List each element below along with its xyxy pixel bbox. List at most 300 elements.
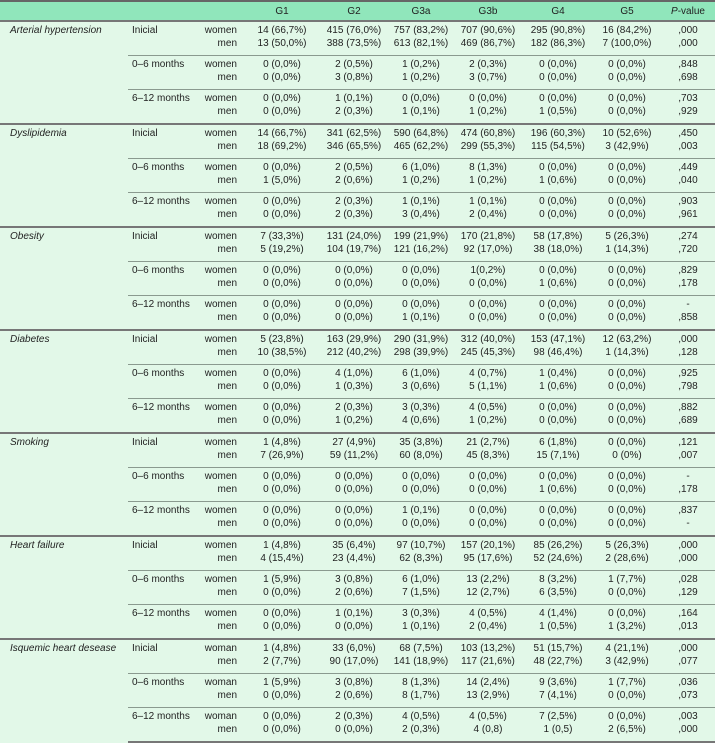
value-cell <box>245 227 319 262</box>
p-value: ,178 <box>678 483 698 495</box>
value: 0 (0,0%) <box>469 483 507 495</box>
period-text: 0–6 months <box>132 265 185 276</box>
value: 245 (45,3%) <box>460 346 516 358</box>
value: 757 (83,2%) <box>393 25 449 36</box>
period-text: Inicial <box>132 643 158 654</box>
value-cell <box>245 536 319 571</box>
value-cell <box>453 90 523 125</box>
value: 103 (13,2%) <box>460 643 516 654</box>
value: 0 (0,0%) <box>539 471 577 482</box>
p-value-cell <box>661 262 715 296</box>
sex-cell <box>200 399 245 434</box>
value: 2 (0,3%) <box>335 208 373 220</box>
value: 2 (0,4%) <box>469 208 507 220</box>
p-value: ,449 <box>678 162 698 173</box>
p-value-cell <box>661 502 715 537</box>
value-cell <box>245 639 319 674</box>
sex-label: women <box>204 334 237 345</box>
value: 474 (60,8%) <box>460 128 516 139</box>
period-label <box>128 639 200 674</box>
value: 59 (11,2%) <box>329 449 379 461</box>
p-value-cell <box>661 21 715 56</box>
p-value: ,720 <box>678 243 698 255</box>
value: 4 (0,7%) <box>469 368 507 379</box>
value: 153 (47,1%) <box>530 334 586 345</box>
value: 1 (0,6%) <box>539 483 577 495</box>
value-cell <box>245 674 319 708</box>
value: 0 (0,0%) <box>263 277 301 289</box>
value: 1 (0,5) <box>543 723 573 735</box>
period-label <box>128 330 200 365</box>
table-body <box>0 21 715 742</box>
value: 182 (86,3%) <box>530 37 586 49</box>
value: 0 (0,0%) <box>608 277 646 289</box>
value-cell <box>453 21 523 56</box>
value: 1 (0,2%) <box>402 174 440 186</box>
period-text: 0–6 months <box>132 162 185 173</box>
value: 48 (22,7%) <box>533 655 583 667</box>
value-cell <box>319 21 389 56</box>
p-value: ,798 <box>678 380 698 392</box>
value-cell <box>453 56 523 90</box>
sex-label: women <box>204 265 237 276</box>
value: 3 (0,8%) <box>335 574 373 585</box>
p-value: ,036 <box>678 677 698 688</box>
value: 1 (0,2%) <box>402 71 440 83</box>
value-cell <box>523 262 593 296</box>
p-value: ,000 <box>678 25 698 36</box>
value: 4 (0,5%) <box>469 402 507 413</box>
value: 1 (3,2%) <box>608 620 646 632</box>
value-cell <box>453 330 523 365</box>
value: 1 (14,3%) <box>605 346 649 358</box>
value: 3 (0,3%) <box>402 608 440 619</box>
p-value-cell <box>661 193 715 228</box>
sex-label: men <box>217 655 237 667</box>
p-value-cell <box>661 124 715 159</box>
value-cell <box>453 468 523 502</box>
value: 5 (26,3%) <box>605 540 649 551</box>
sex-cell <box>200 227 245 262</box>
value-cell <box>453 124 523 159</box>
value: 2 (0,5%) <box>335 59 373 70</box>
value: 1 (0,3%) <box>335 380 373 392</box>
value: 0 (0,0%) <box>539 402 577 413</box>
value: 0 (0,0%) <box>608 105 646 117</box>
value-cell <box>389 227 453 262</box>
value: 0 (0,0%) <box>335 723 373 735</box>
value: 62 (8,3%) <box>399 552 443 564</box>
value-cell <box>453 605 523 640</box>
value: 2 (0,3%) <box>335 105 373 117</box>
value-cell <box>245 502 319 537</box>
value-cell <box>245 21 319 56</box>
value-cell <box>523 639 593 674</box>
value: 0 (0,0%) <box>263 71 301 83</box>
value: 0 (0,0%) <box>335 265 373 276</box>
period-label <box>128 124 200 159</box>
value: 117 (21,6%) <box>461 655 515 667</box>
period-text: 0–6 months <box>132 59 185 70</box>
sex-label: men <box>217 517 237 529</box>
sex-label: men <box>217 346 237 358</box>
p-value: ,129 <box>678 586 698 598</box>
value: 0 (0,0%) <box>402 265 440 276</box>
value-cell <box>245 56 319 90</box>
p-value: ,961 <box>678 208 698 220</box>
value: 16 (84,2%) <box>602 25 652 36</box>
value: 0 (0,0%) <box>608 59 646 70</box>
value-cell <box>245 399 319 434</box>
value: 7 (100,0%) <box>602 37 652 49</box>
value: 68 (7,5%) <box>399 643 443 654</box>
value: 0 (0,0%) <box>335 517 373 529</box>
value: 23 (4,4%) <box>332 552 376 564</box>
value-cell <box>389 296 453 331</box>
p-value-cell <box>661 536 715 571</box>
value: 0 (0,0%) <box>263 299 301 310</box>
value: 0 (0,0%) <box>263 586 301 598</box>
value-cell <box>319 502 389 537</box>
value: 613 (82,1%) <box>393 37 449 49</box>
value-cell <box>319 193 389 228</box>
value-cell <box>523 536 593 571</box>
value: 12 (63,2%) <box>602 334 652 345</box>
period-label <box>128 296 200 331</box>
value: 707 (90,6%) <box>460 25 516 36</box>
header-p-value <box>661 1 715 21</box>
value: 6 (3,5%) <box>539 586 577 598</box>
value: 0 (0,0%) <box>608 414 646 426</box>
p-value-cell <box>661 674 715 708</box>
value: 0 (0,0%) <box>402 517 440 529</box>
sex-cell <box>200 90 245 125</box>
value-cell <box>319 674 389 708</box>
period-text: 0–6 months <box>132 677 185 688</box>
value: 465 (62,2%) <box>393 140 449 152</box>
value: 38 (18,0%) <box>533 243 583 255</box>
p-value-cell <box>661 159 715 193</box>
value-cell <box>523 502 593 537</box>
value: 92 (17,0%) <box>463 243 513 255</box>
value: 5 (23,8%) <box>260 334 304 345</box>
p-value-cell <box>661 399 715 434</box>
value: 0 (0,0%) <box>402 299 440 310</box>
value: 0 (0,0%) <box>335 311 373 323</box>
value-cell <box>319 708 389 743</box>
value: 4 (1,4%) <box>539 608 577 619</box>
value-cell <box>389 536 453 571</box>
header-g5: G5 <box>620 5 634 17</box>
sex-label: woman <box>204 643 237 654</box>
value: 0 (0,0%) <box>402 483 440 495</box>
sex-cell <box>200 262 245 296</box>
value-cell <box>523 433 593 468</box>
period-label <box>128 193 200 228</box>
value: 0 (0,0%) <box>608 402 646 413</box>
value-cell <box>389 56 453 90</box>
sex-label: men <box>217 208 237 220</box>
period-text: 6–12 months <box>132 93 190 104</box>
value: 1 (4,8%) <box>263 437 301 448</box>
period-label <box>128 605 200 640</box>
p-value: ,028 <box>678 574 698 585</box>
value: 4 (1,0%) <box>335 368 373 379</box>
p-value: ,128 <box>678 346 698 358</box>
value: 0 (0,0%) <box>608 437 646 448</box>
value-cell <box>593 605 661 640</box>
value: 157 (20,1%) <box>460 540 516 551</box>
value-cell <box>389 399 453 434</box>
p-value: ,000 <box>678 37 698 49</box>
value: 2 (0,3%) <box>335 711 373 722</box>
p-value: ,903 <box>678 196 698 207</box>
value: 341 (62,5%) <box>326 128 382 139</box>
value-cell <box>453 193 523 228</box>
value: 2 (0,6%) <box>335 586 373 598</box>
period-text: 6–12 months <box>132 711 190 722</box>
p-value: ,274 <box>678 231 698 242</box>
value-cell <box>523 330 593 365</box>
sex-label: men <box>217 311 237 323</box>
period-text: 6–12 months <box>132 505 190 516</box>
value-cell <box>389 605 453 640</box>
value-cell <box>389 639 453 674</box>
period-label <box>128 433 200 468</box>
sex-label: women <box>204 128 237 139</box>
value-cell <box>453 262 523 296</box>
value: 8 (1,3%) <box>469 162 507 173</box>
value-cell <box>389 124 453 159</box>
value-cell <box>319 90 389 125</box>
value-cell <box>523 605 593 640</box>
sex-label: women <box>204 540 237 551</box>
value: 0 (0,0%) <box>608 208 646 220</box>
value: 52 (24,6%) <box>533 552 583 564</box>
value-cell <box>453 399 523 434</box>
value: 1 (0,2%) <box>335 414 373 426</box>
sex-label: men <box>217 723 237 735</box>
value: 0 (0,0%) <box>608 505 646 516</box>
period-text: 0–6 months <box>132 574 185 585</box>
sex-label: women <box>204 299 237 310</box>
value: 298 (39,9%) <box>393 346 449 358</box>
value: 4 (0,5%) <box>469 711 507 722</box>
value: 104 (19,7%) <box>326 243 382 255</box>
sex-cell <box>200 159 245 193</box>
value-cell <box>389 159 453 193</box>
value-cell <box>453 227 523 262</box>
value: 21 (2,7%) <box>466 437 510 448</box>
table-row <box>0 124 715 159</box>
value: 0 (0,0%) <box>608 689 646 701</box>
p-value: ,040 <box>678 174 698 186</box>
value-cell <box>593 674 661 708</box>
p-value: ,003 <box>678 711 698 722</box>
value: 18 (69,2%) <box>257 140 307 152</box>
sex-cell <box>200 365 245 399</box>
value: 1 (0,1%) <box>335 608 373 619</box>
value: 51 (15,7%) <box>533 643 583 654</box>
p-value: ,882 <box>678 402 698 413</box>
value: 35 (3,8%) <box>399 437 443 448</box>
p-value: ,077 <box>678 655 698 667</box>
value-cell <box>523 365 593 399</box>
value: 0 (0,0%) <box>263 265 301 276</box>
value-cell <box>245 296 319 331</box>
value: 170 (21,8%) <box>460 231 516 242</box>
value-cell <box>453 674 523 708</box>
p-value: ,829 <box>678 265 698 276</box>
value-cell <box>389 433 453 468</box>
value: 13 (50,0%) <box>257 37 307 49</box>
value: 0 (0,0%) <box>263 208 301 220</box>
value: 0 (0,0%) <box>263 505 301 516</box>
value-cell <box>523 674 593 708</box>
value: 9 (3,6%) <box>539 677 577 688</box>
value: 0 (0,0%) <box>469 299 507 310</box>
value-cell <box>389 193 453 228</box>
value: 45 (8,3%) <box>466 449 510 461</box>
value: 1 (0,2%) <box>402 59 440 70</box>
value-cell <box>245 262 319 296</box>
value: 95 (17,6%) <box>463 552 513 564</box>
value: 0 (0,0%) <box>263 620 301 632</box>
sex-cell <box>200 708 245 743</box>
p-value-cell <box>661 605 715 640</box>
value-cell <box>453 365 523 399</box>
value: 4 (15,4%) <box>260 552 304 564</box>
sex-cell <box>200 605 245 640</box>
value: 0 (0,0%) <box>539 517 577 529</box>
value-cell <box>389 468 453 502</box>
sex-label: women <box>204 368 237 379</box>
period-text: 6–12 months <box>132 402 190 413</box>
value: 0 (0,0%) <box>263 196 301 207</box>
value: 0 (0,0%) <box>539 299 577 310</box>
value: 141 (18,9%) <box>393 655 449 667</box>
sex-label: men <box>217 449 237 461</box>
p-value-cell <box>661 330 715 365</box>
value: 1 (0,1%) <box>402 311 440 323</box>
p-value: ,837 <box>678 505 698 516</box>
period-text: 0–6 months <box>132 368 185 379</box>
period-label <box>128 227 200 262</box>
value-cell <box>453 571 523 605</box>
value: 3 (0,3%) <box>402 402 440 413</box>
value-cell <box>245 605 319 640</box>
value: 60 (8,0%) <box>399 449 443 461</box>
sex-label: men <box>217 243 237 255</box>
value: 0 (0,0%) <box>608 93 646 104</box>
value: 7 (26,9%) <box>260 449 304 461</box>
value: 1 (0,4%) <box>539 368 577 379</box>
value-cell <box>593 399 661 434</box>
value-cell <box>319 330 389 365</box>
p-value: ,689 <box>678 414 698 426</box>
value: 0 (0,0%) <box>335 505 373 516</box>
value-cell <box>453 708 523 743</box>
sex-cell <box>200 433 245 468</box>
value-cell <box>389 90 453 125</box>
value-cell <box>593 502 661 537</box>
value-cell <box>453 639 523 674</box>
header-sex <box>200 1 245 21</box>
value: 2 (6,5%) <box>608 723 646 735</box>
value-cell <box>593 536 661 571</box>
value: 0 (0,0%) <box>539 196 577 207</box>
value-cell <box>389 262 453 296</box>
p-value: ,000 <box>678 334 698 345</box>
sex-cell <box>200 193 245 228</box>
value: 0 (0,0%) <box>263 711 301 722</box>
value-cell <box>319 262 389 296</box>
sex-cell <box>200 502 245 537</box>
value-cell <box>523 227 593 262</box>
sex-label: men <box>217 552 237 564</box>
value: 0 (0,0%) <box>539 71 577 83</box>
value: 10 (38,5%) <box>257 346 307 358</box>
disease-name: Heart failure <box>0 536 128 639</box>
value: 0 (0,0%) <box>263 402 301 413</box>
value: 0 (0,0%) <box>608 71 646 83</box>
value: 6 (1,8%) <box>539 437 577 448</box>
value: 388 (73,5%) <box>326 37 382 49</box>
value: 2 (28,6%) <box>605 552 649 564</box>
value: 2 (0,3%) <box>402 723 440 735</box>
value-cell <box>453 159 523 193</box>
value-cell <box>593 262 661 296</box>
value: 0 (0,0%) <box>608 380 646 392</box>
value: 1 (0,6%) <box>539 174 577 186</box>
value: 415 (76,0%) <box>326 25 382 36</box>
header-row <box>0 1 715 21</box>
value-cell <box>319 365 389 399</box>
value: 0 (0,0%) <box>608 471 646 482</box>
period-label <box>128 365 200 399</box>
value: 295 (90,8%) <box>530 25 586 36</box>
sex-label: men <box>217 414 237 426</box>
value-cell <box>319 399 389 434</box>
p-rest: -value <box>677 5 705 17</box>
value: 0 (0,0%) <box>539 505 577 516</box>
period-text: Inicial <box>132 25 158 36</box>
value: 0 (0,0%) <box>469 93 507 104</box>
value: 8 (1,3%) <box>402 677 440 688</box>
value: 6 (1,0%) <box>402 574 440 585</box>
sex-label: women <box>204 162 237 173</box>
period-text: Inicial <box>132 540 158 551</box>
value-cell <box>245 159 319 193</box>
sex-label: men <box>217 105 237 117</box>
value: 0 (0,0%) <box>263 723 301 735</box>
value-cell <box>245 193 319 228</box>
value: 0 (0,0%) <box>539 414 577 426</box>
header-period <box>128 1 200 21</box>
header-g1: G1 <box>275 5 289 17</box>
value: 1 (0,2%) <box>469 414 507 426</box>
value: 346 (65,5%) <box>326 140 382 152</box>
p-value-cell <box>661 639 715 674</box>
value: 1 (5,9%) <box>263 677 301 688</box>
value: 2 (0,3%) <box>469 59 507 70</box>
value: 1 (0,1%) <box>335 93 373 104</box>
sex-cell <box>200 21 245 56</box>
value: 0 (0,0%) <box>608 311 646 323</box>
value: 0 (0,0%) <box>335 620 373 632</box>
value: 0 (0,0%) <box>469 311 507 323</box>
sex-label: women <box>204 574 237 585</box>
